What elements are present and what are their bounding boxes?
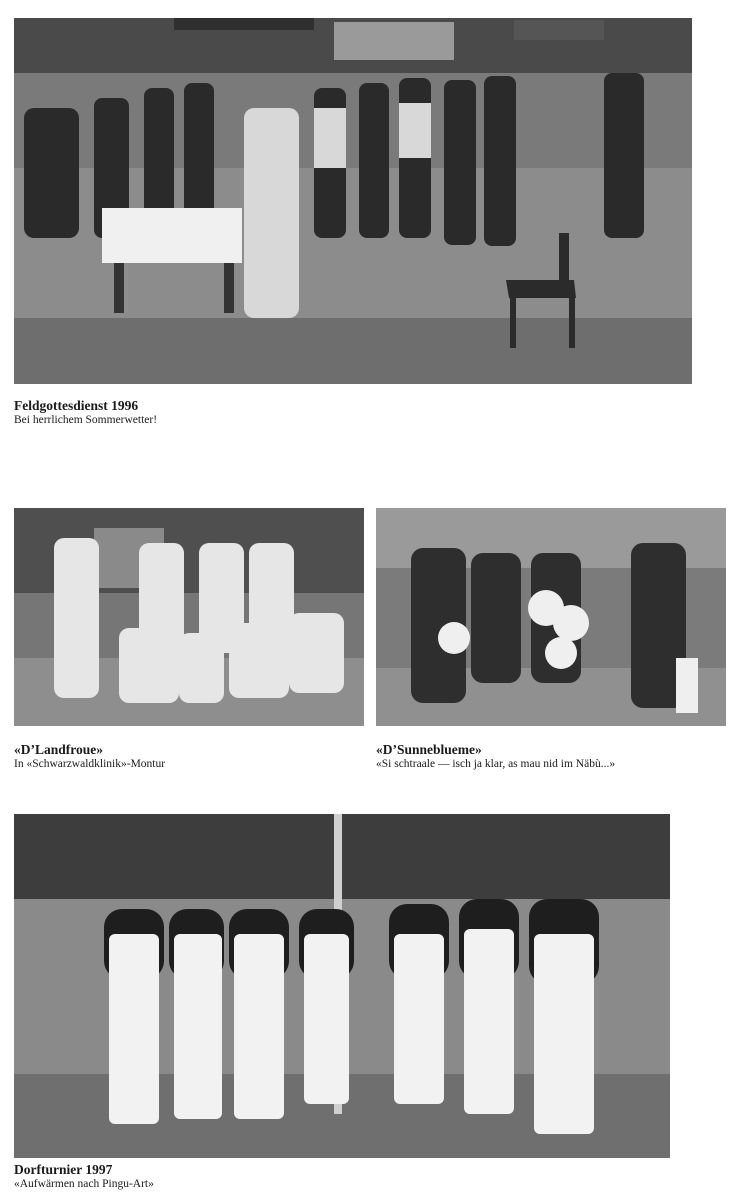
photo-subtitle: «Aufwärmen nach Pingu-Art» — [14, 1177, 154, 1190]
caption-feldgottesdienst — [14, 398, 414, 427]
photo-title: Dorfturnier 1997 — [14, 1162, 113, 1177]
photo-subtitle: In «Schwarzwaldklinik»-Montur — [14, 757, 166, 770]
caption-sunneblueme — [376, 742, 726, 771]
photo-title: «D’Landfroue» — [14, 742, 104, 757]
photo-dorfturnier — [14, 814, 670, 1158]
photo-title: «D’Sunneblueme» — [376, 742, 482, 757]
photo-subtitle: «Si schtraale — isch ja klar, as mau nid im Näbù...» — [376, 757, 616, 770]
photo-subtitle: Bei herrlichem Sommerwetter! — [14, 413, 158, 426]
photo-feldgottesdienst — [14, 18, 692, 384]
photo-title: Feldgottesdienst 1996 — [14, 398, 139, 413]
caption-dorfturnier — [14, 1162, 414, 1191]
photo-sunneblueme — [376, 508, 726, 726]
photo-landfroue — [14, 508, 364, 726]
caption-landfroue — [14, 742, 364, 771]
